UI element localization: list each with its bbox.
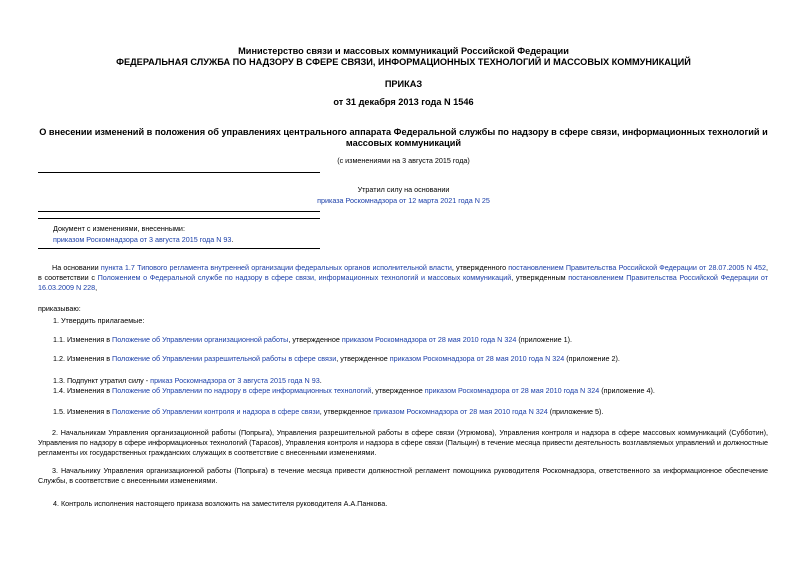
orders-label: приказываю:: [38, 304, 81, 313]
item-text: (приложение 4).: [599, 386, 655, 395]
item-1-2: [53, 354, 620, 364]
org-work-regulation-link[interactable]: Положение об Управлении организационной работы: [112, 335, 289, 344]
preamble-text: На основании: [52, 263, 101, 272]
item-text: 1.3. Подпункт утратил силу -: [53, 376, 151, 385]
item-3: 3. Начальнику Управления организационной работы (Попрыга) в течение месяца привести должностной регламент помощника руководителя Роскомнадзора, ответственного за информационное обеспечение Службы, в соответствие с внесенными изменениями.: [38, 466, 768, 485]
void-notice: [0, 196, 807, 206]
government-decree-452-link[interactable]: постановлением Правительства Российской Федерации от 28.07.2005 N 452: [508, 263, 766, 272]
item-text: , утвержденное: [319, 407, 374, 416]
document-title-line2: массовых коммуникаций: [345, 138, 462, 148]
changes-line: [53, 235, 233, 245]
divider: [38, 211, 320, 212]
changes-label: Документ с изменениями, внесенными:: [53, 224, 185, 233]
item-text: 1.1. Изменения в: [53, 335, 113, 344]
service-regulation-link[interactable]: Положением о Федеральной службе по надзору в сфере связи, информационных технологий и массовых коммуникаций: [97, 273, 512, 282]
item-text: 1.4. Изменения в: [53, 386, 113, 395]
document-type: ПРИКАЗ: [384, 79, 423, 89]
divider: [38, 248, 320, 249]
order-324-link[interactable]: приказом Роскомнадзора от 28 мая 2010 года N 324: [341, 335, 517, 344]
item-text: 1.5. Изменения в: [53, 407, 113, 416]
item-text: , утвержденное: [288, 335, 342, 344]
item-1-4: [53, 386, 655, 396]
changes-order-link[interactable]: приказом Роскомнадзора от 3 августа 2015 года N 93: [53, 235, 232, 244]
permit-work-regulation-link[interactable]: Положение об Управлении разрешительной работы в сфере связи: [112, 354, 337, 363]
void-order-link[interactable]: приказа Роскомнадзора от 12 марта 2021 года N 25: [317, 196, 490, 205]
order-324-link[interactable]: приказом Роскомнадзора от 28 мая 2010 года N 324: [424, 386, 600, 395]
item-1-3: [53, 376, 322, 386]
preamble-text: , в соответствии с: [38, 263, 768, 282]
ministry-name: Министерство связи и массовых коммуникаций Российской Федерации: [238, 46, 569, 56]
item-text: (приложение 2).: [564, 354, 620, 363]
item-text: (приложение 1).: [516, 335, 573, 344]
item-1-5: [53, 407, 603, 417]
divider: [38, 218, 320, 219]
order-93-link[interactable]: приказ Роскомнадзора от 3 августа 2015 года N 93: [150, 376, 320, 385]
service-name: ФЕДЕРАЛЬНАЯ СЛУЖБА ПО НАДЗОРУ В СФЕРЕ СВЯЗИ, ИНФОРМАЦИОННЫХ ТЕХНОЛОГИЙ И МАССОВЫХ КОММУНИКАЦИЙ: [116, 57, 691, 67]
document-date-number: от 31 декабря 2013 года N 1546: [333, 97, 474, 107]
preamble-text: ,: [95, 283, 98, 292]
communications-control-regulation-link[interactable]: Положение об Управлении контроля и надзора в сфере связи: [112, 407, 320, 416]
preamble-paragraph: [38, 263, 768, 293]
divider: [38, 172, 320, 173]
void-notice-text: Утратил силу на основании: [357, 185, 450, 194]
item-1: 1. Утвердить прилагаемые:: [53, 316, 145, 325]
changes-tail: .: [231, 235, 234, 244]
preamble-text: , утвержденного: [451, 263, 509, 272]
document-title-line1: О внесении изменений в положения об управлениях центрального аппарата Федеральной службы по надзору в сфере связи, информационных технологий и: [39, 127, 768, 137]
item-text: , утвержденное: [371, 386, 425, 395]
item-text: (приложение 5).: [547, 407, 604, 416]
preamble-text: , утвержденным: [511, 273, 569, 282]
order-324-link[interactable]: приказом Роскомнадзора от 28 мая 2010 года N 324: [373, 407, 548, 416]
item-text: 1.2. Изменения в: [53, 354, 113, 363]
government-decree-228-link[interactable]: постановлением Правительства Российской Федерации от 16.03.2009 N 228: [38, 273, 768, 292]
amended-note: (с изменениями на 3 августа 2015 года): [337, 156, 470, 165]
item-1-1: [53, 335, 572, 345]
regulation-link[interactable]: пункта 1.7 Типового регламента внутренней организации федеральных органов исполнительной власти: [100, 263, 452, 272]
it-supervision-regulation-link[interactable]: Положение об Управлении по надзору в сфере информационных технологий: [112, 386, 372, 395]
item-4: 4. Контроль исполнения настоящего приказа возложить на заместителя руководителя А.А.Панкова.: [53, 499, 388, 508]
item-2: 2. Начальникам Управления организационной работы (Попрыга), Управления разрешительной работы в сфере связи (Угрюмова), Управления контроля и надзора в сфере массовых коммуникаций (Субботин), Управления по надзору в сфере информационных технологий (Тарасов), Управления контроля и надзора в сфере связи (Пальцин) в течение месяца привести деятельность возглавляемых управлений и должностные регламенты их государственных гражданских служащих в соответствие с внесенными изменениями.: [38, 428, 768, 457]
order-324-link[interactable]: приказом Роскомнадзора от 28 мая 2010 года N 324: [389, 354, 565, 363]
item-text: .: [319, 376, 322, 385]
item-text: , утвержденное: [336, 354, 390, 363]
